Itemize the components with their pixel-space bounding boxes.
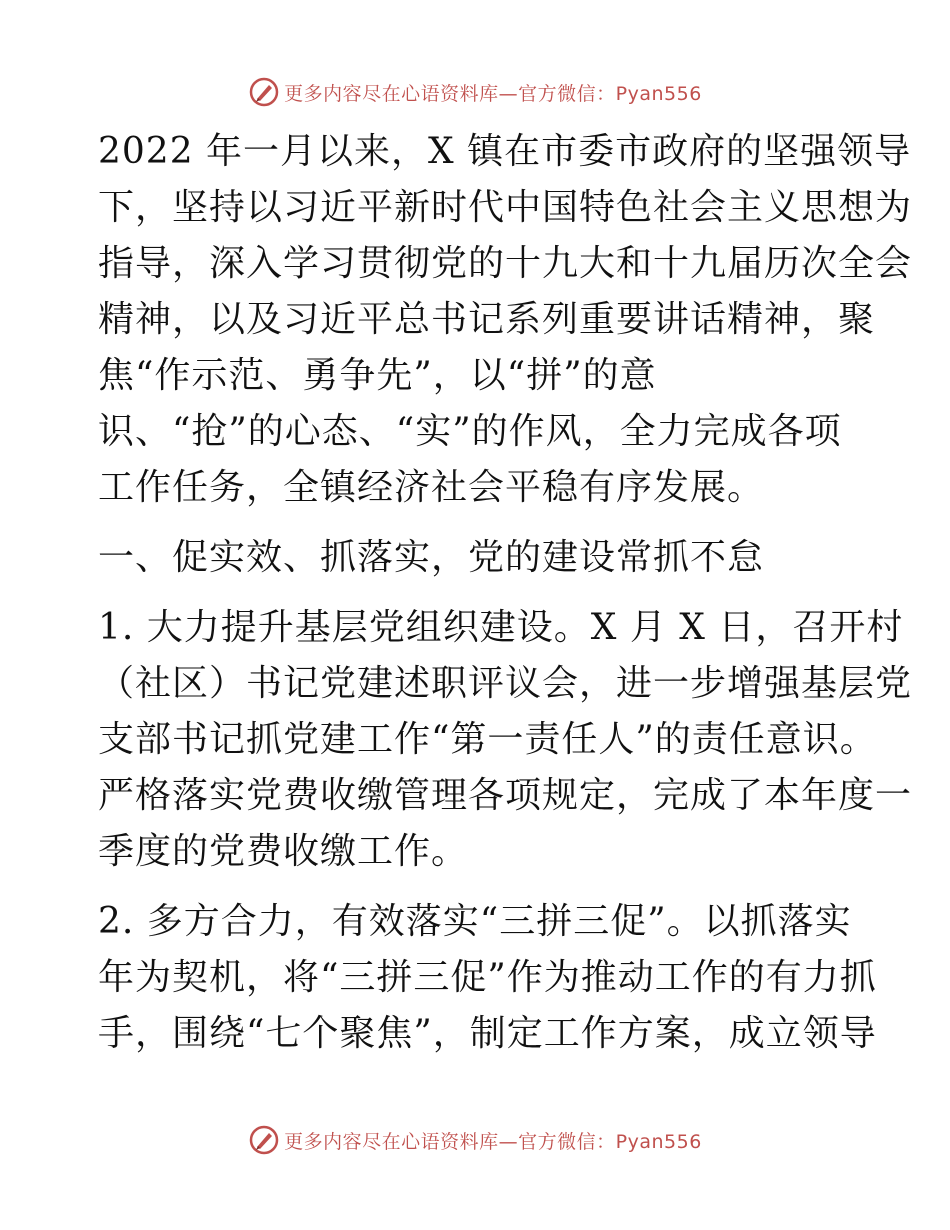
- text-line: （社区）书记党建述职评议会，进一步增强基层党: [98, 663, 913, 704]
- pen-logo-icon: [248, 76, 280, 108]
- text-line: 季度的党费收缴工作。: [98, 831, 469, 872]
- paragraph-item-1: [98, 600, 913, 880]
- text-line: 指导，深入学习贯彻党的十九大和十九届历次全会: [98, 243, 913, 284]
- watermark-footer: [0, 1120, 950, 1160]
- pen-logo-icon: [248, 1124, 280, 1156]
- paragraph-item-2: [98, 894, 877, 1062]
- text-line: 2022 年一月以来，X 镇在市委市政府的坚强领导: [98, 131, 912, 172]
- text-line: 下，坚持以习近平新时代中国特色社会主义思想为: [98, 187, 913, 228]
- text-line: 1. 大力提升基层党组织建设。X 月 X 日，召开村: [98, 607, 904, 648]
- section-heading: 一、促实效、抓落实，党的建设常抓不怠: [98, 537, 765, 578]
- watermark-text: 更多内容尽在心语资料库—官方微信：Pyan556: [284, 1130, 702, 1153]
- watermark-header: [0, 72, 950, 112]
- text-line: 2. 多方合力，有效落实“三拼三促”。以抓落实: [98, 901, 852, 942]
- text-line: 支部书记抓党建工作“第一责任人”的责任意识。: [98, 719, 877, 760]
- text-line: 严格落实党费收缴管理各项规定，完成了本年度一: [98, 775, 913, 816]
- paragraph-intro: [98, 124, 913, 516]
- text-line: 手，围绕“七个聚焦”，制定工作方案，成立领导: [98, 1013, 877, 1054]
- text-line: 识、“抢”的心态、“实”的作风，全力完成各项: [98, 411, 842, 452]
- text-line: 焦“作示范、勇争先”，以“拼”的意: [98, 355, 657, 396]
- text-line: 工作任务，全镇经济社会平稳有序发展。: [98, 467, 765, 508]
- text-line: 年为契机，将“三拼三促”作为推动工作的有力抓: [98, 957, 877, 998]
- watermark-text: 更多内容尽在心语资料库—官方微信：Pyan556: [284, 82, 702, 105]
- text-line: 精神，以及习近平总书记系列重要讲话精神，聚: [98, 299, 876, 340]
- document-body: [98, 124, 913, 1062]
